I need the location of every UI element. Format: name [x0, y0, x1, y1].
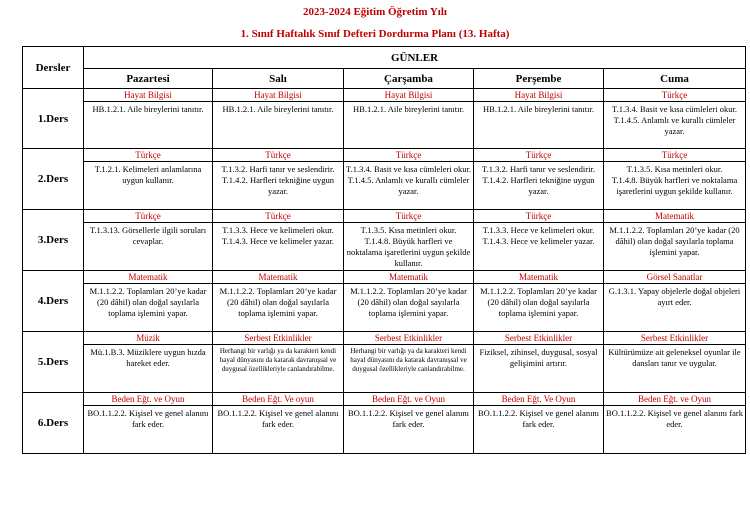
lesson-cell	[84, 89, 213, 149]
subject-label: Türkçe	[474, 210, 603, 223]
lesson-cell	[474, 89, 604, 149]
subject-label: Türkçe	[84, 210, 212, 223]
outcome-text: G.1.3.1. Yapay objelerle doğal objeleri ayırt eder.	[608, 286, 741, 307]
subject-label: Beden Eğt. Ve Oyun	[474, 393, 603, 406]
lesson-cell	[474, 271, 604, 332]
weekly-plan-table	[22, 46, 746, 454]
subject-label: Türkçe	[604, 149, 745, 162]
subject-label: Türkçe	[344, 210, 473, 223]
day-header: Cuma	[604, 69, 746, 89]
subject-label: Serbest Etkinlikler	[213, 332, 343, 345]
lesson-cell	[474, 210, 604, 271]
outcome-text: T.1.3.4. Basit ve kısa cümleleri okur. T.1.4.5. Anlamlı ve kurallı cümleler yazar.	[612, 104, 737, 136]
outcome-text: T.1.3.3. Hece ve kelimeleri okur. T.1.4.3. Hece ve kelimeler yazar.	[482, 225, 595, 246]
lesson-cell	[84, 149, 213, 210]
lesson-cell	[474, 332, 604, 393]
outcome-text: BO.1.1.2.2. Kişisel ve genel alanını fark eder.	[87, 408, 209, 429]
dersler-header: Dersler	[23, 47, 84, 89]
subject-label: Beden Eğt. ve Oyun	[84, 393, 212, 406]
lesson-cell	[344, 89, 474, 149]
outcome-text: BO.1.1.2.2. Kişisel ve genel alanını fark eder.	[477, 408, 600, 429]
outcome-text: Mü.1.B.3. Müziklere uygun hızda hareket eder.	[90, 347, 206, 368]
lesson-cell	[213, 149, 344, 210]
outcome-text: BO.1.1.2.2. Kişisel ve genel alanını fark eder.	[606, 408, 743, 429]
outcome-text: BO.1.1.2.2. Kişisel ve genel alanını fark eder.	[347, 408, 470, 429]
lesson-cell	[84, 210, 213, 271]
subject-label: Serbest Etkinlikler	[344, 332, 473, 345]
lesson-number: 4.Ders	[23, 271, 84, 332]
lesson-row	[23, 332, 746, 393]
lesson-row	[23, 271, 746, 332]
lesson-cell	[604, 149, 746, 210]
outcome-text: BO.1.1.2.2. Kişisel ve genel alanını fark eder.	[217, 408, 339, 429]
subject-label: Serbest Etkinlikler	[474, 332, 603, 345]
lesson-cell	[604, 332, 746, 393]
lesson-cell	[344, 210, 474, 271]
day-header: Salı	[213, 69, 344, 89]
outcome-text: Herhangi bir varlığı ya da karakteri kendi hayal dünyasını da katarak davranışsal ve duygusal özellikleriyle canlandırabilme.	[350, 347, 467, 373]
subject-label: Hayat Bilgisi	[344, 89, 473, 102]
outcome-text: T.1.3.2. Harfi tanır ve seslendirir. T.1.4.2. Harfleri tekniğine uygun yazar.	[221, 164, 335, 196]
subject-label: Matematik	[604, 210, 745, 223]
lesson-row	[23, 89, 746, 149]
subject-label: Hayat Bilgisi	[213, 89, 343, 102]
lesson-cell	[344, 332, 474, 393]
subject-label: Türkçe	[344, 149, 473, 162]
lesson-cell	[84, 393, 213, 454]
lesson-cell	[344, 271, 474, 332]
lesson-cell	[344, 149, 474, 210]
lesson-cell	[604, 393, 746, 454]
outcome-text: HB.1.2.1. Aile bireylerini tanıtır.	[483, 104, 594, 114]
subject-label: Türkçe	[84, 149, 212, 162]
lesson-cell	[604, 271, 746, 332]
lesson-row	[23, 149, 746, 210]
day-header: Çarşamba	[344, 69, 474, 89]
outcome-text: Kültürümüze ait geleneksel oyunlar ile dansları tanır ve uygular.	[608, 347, 741, 368]
subject-label: Matematik	[213, 271, 343, 284]
lesson-cell	[344, 393, 474, 454]
outcome-text: M.1.1.2.2. Toplamları 20’ye kadar (20 dâhil) olan doğal sayılarla toplama işlemini yapar.	[350, 286, 467, 318]
subject-label: Türkçe	[474, 149, 603, 162]
lesson-cell	[604, 89, 746, 149]
subject-label: Türkçe	[604, 89, 745, 102]
outcome-text: M.1.1.2.2. Toplamları 20’ye kadar (20 dâhil) olan doğal sayılarla toplama işlemini yapar.	[89, 286, 207, 318]
outcome-text: M.1.1.2.2. Toplamları 20’ye kadar (20 dâhil) olan doğal sayılarla toplama işlemini yapar.	[480, 286, 597, 318]
lesson-cell	[474, 149, 604, 210]
lesson-cell	[84, 271, 213, 332]
outcome-text: T.1.3.2. Harfi tanır ve seslendirir. T.1.4.2. Harfleri tekniğine uygun yazar.	[482, 164, 595, 196]
subject-label: Görsel Sanatlar	[604, 271, 745, 284]
lesson-number: 5.Ders	[23, 332, 84, 393]
subject-label: Matematik	[344, 271, 473, 284]
lesson-cell	[213, 89, 344, 149]
document-subtitle: 1. Sınıf Haftalık Sınıf Defteri Dordurma Planı (13. Hafta)	[240, 28, 510, 40]
subject-label: Türkçe	[213, 149, 343, 162]
lesson-cell	[474, 393, 604, 454]
subject-label: Hayat Bilgisi	[84, 89, 212, 102]
outcome-text: HB.1.2.1. Aile bireylerini tanıtır.	[92, 104, 204, 114]
document-title: 2023-2024 Eğitim Öğretim Yılı	[303, 6, 447, 18]
lesson-cell	[604, 210, 746, 271]
outcome-text: M.1.1.2.2. Toplamları 20’ye kadar (20 dâhil) olan doğal sayılarla toplama işlemini yapar.	[219, 286, 337, 318]
subject-label: Türkçe	[213, 210, 343, 223]
lesson-cell	[213, 271, 344, 332]
outcome-text: Fiziksel, zihinsel, duygusal, sosyal gelişimini artırır.	[479, 347, 598, 368]
lesson-cell	[213, 332, 344, 393]
subject-label: Müzik	[84, 332, 212, 345]
outcome-text: HB.1.2.1. Aile bireylerini tanıtır.	[353, 104, 464, 114]
lesson-number: 2.Ders	[23, 149, 84, 210]
outcome-text: T.1.2.1. Kelimeleri anlamlarına uygun kullanır.	[94, 164, 202, 185]
lesson-number: 3.Ders	[23, 210, 84, 271]
day-header: Perşembe	[474, 69, 604, 89]
outcome-text: T.1.3.5. Kısa metinleri okur. T.1.4.8. Büyük harfleri ve noktalama işaretlerini uygun şekilde kullanır.	[346, 225, 471, 268]
subject-label: Beden Eğt. Ve oyun	[213, 393, 343, 406]
subject-label: Beden Eğt. ve Oyun	[604, 393, 745, 406]
subject-label: Serbest Etkinlikler	[604, 332, 745, 345]
outcome-text: T.1.3.3. Hece ve kelimeleri okur. T.1.4.3. Hece ve kelimeler yazar.	[222, 225, 334, 246]
outcome-text: Herhangi bir varlığı ya da karakteri kendi hayal dünyasını da katarak davranışsal ve duygusal özellikleriyle canlandırabilme.	[219, 347, 337, 373]
outcome-text: T.1.3.13. Görsellerle ilgili soruları cevaplar.	[89, 225, 207, 246]
outcome-text: HB.1.2.1. Aile bireylerini tanıtır.	[222, 104, 334, 114]
gunler-header: GÜNLER	[84, 47, 746, 69]
day-header: Pazartesi	[84, 69, 213, 89]
outcome-text: T.1.3.5. Kısa metinleri okur. T.1.4.8. Büyük harfleri ve noktalama işaretlerini uygun şekilde kullanır.	[611, 164, 738, 196]
outcome-text: M.1.1.2.2. Toplamları 20’ye kadar (20 dâhil) olan doğal sayılarla toplama işlemini yapar.	[609, 225, 740, 257]
lesson-row	[23, 393, 746, 454]
outcome-text: T.1.3.4. Basit ve kısa cümleleri okur. T.1.4.5. Anlamlı ve kurallı cümleler yazar.	[346, 164, 471, 196]
lesson-row	[23, 210, 746, 271]
lesson-cell	[84, 332, 213, 393]
subject-label: Beden Eğt. ve Oyun	[344, 393, 473, 406]
lesson-cell	[213, 210, 344, 271]
subject-label: Matematik	[474, 271, 603, 284]
lesson-cell	[213, 393, 344, 454]
subject-label: Matematik	[84, 271, 212, 284]
lesson-number: 1.Ders	[23, 89, 84, 149]
subject-label: Hayat Bilgisi	[474, 89, 603, 102]
lesson-number: 6.Ders	[23, 393, 84, 454]
